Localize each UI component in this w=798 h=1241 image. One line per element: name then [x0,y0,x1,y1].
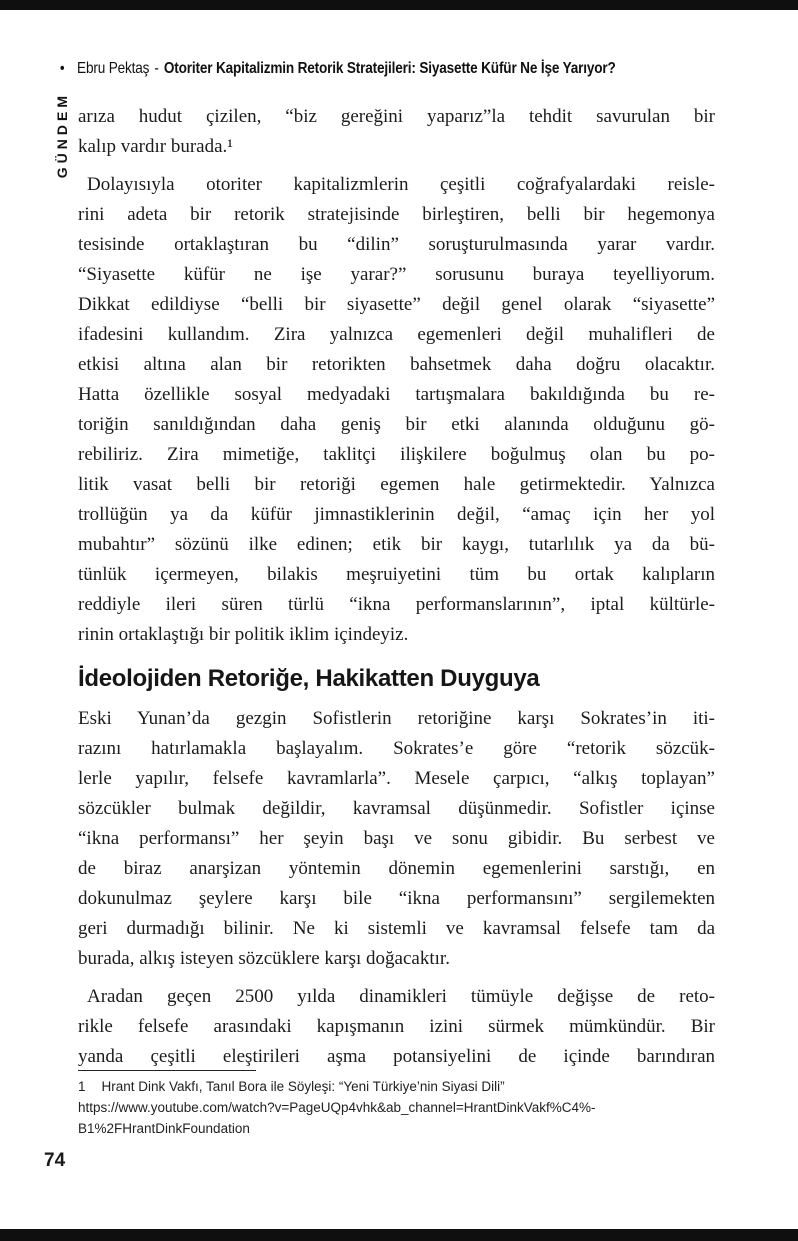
body-paragraph [78,170,715,650]
text-line: Hatta özellikle sosyal medyadaki tartışmalara bakıldığında bu re- [78,384,715,405]
footnote-url-line-1: https://www.youtube.com/watch?v=PageUQp4vhk&ab_channel=HrantDinkVakf%C4%- [78,1100,596,1115]
footnote-divider [78,1070,256,1071]
header-author: Ebru Pektaş [77,60,150,77]
text-line: “Siyasette küfür ne işe yarar?” sorusunu buraya teyelliyorum. [78,264,715,285]
text-line: tesisinde ortaklaştıran bu “dilin” soruşturulmasında yarar vardır. [78,234,715,255]
text-line: Dikkat edildiyse “belli bir siyasette” değil genel olarak “siyasette” [78,294,715,315]
section-label-vertical: GÜNDEM [54,92,70,179]
bottom-border-bar [0,1229,798,1241]
body-paragraph [78,982,715,1072]
text-line: arıza hudut çizilen, “biz gereğini yaparız”la tehdit savurulan bir [78,106,715,127]
text-line: trollüğün ya da küfür jimnastiklerinin değil, “amaç için her yol [78,504,715,525]
header-separator: - [154,60,159,77]
text-line: geri durmadığı bilinir. Ne ki sistemli ve kavramsal felsefe tam da [78,918,715,939]
text-line: Eski Yunan’da gezgin Sofistlerin retoriğine karşı Sokrates’in iti- [78,708,715,729]
text-line: dokunulmaz şeylere karşı bile “ikna performansını” sergilemekten [78,888,715,909]
text-line: reddiyle ileri süren türlü “ikna performanslarının”, iptal kültürle- [78,594,715,615]
text-line: mubahtır” sözünü ilke edinen; etik bir kaygı, tutarlılık ya da bü- [78,534,715,555]
text-line: burada, alkış isteyen sözcüklere karşı doğacaktır. [78,948,450,969]
header-bullet-icon: • [60,60,65,77]
text-line: toriğin sanıldığından daha geniş bir etki alanında olduğunu gö- [78,414,715,435]
footnote-reference [78,1076,715,1097]
article-body [78,102,715,1080]
running-header [60,60,786,78]
text-line: yanda çeşitli eleştirileri aşma potansiyelini de içinde barındıran [78,1046,715,1067]
header-article-title: Otoriter Kapitalizmin Retorik Stratejileri: Siyasette Küfür Ne İşe Yarıyor? [163,60,616,77]
text-line: tünlük içermeyen, bilakis meşruiyetini tüm bu ortak kalıpların [78,564,715,585]
text-line: lerle yapılır, felsefe kavramlarla”. Mesele çarpıcı, “alkış toplayan” [78,768,715,789]
text-line: ifadesini kullandım. Zira yalnızca egemenleri değil muhalifleri de [78,324,715,345]
section-heading: İdeolojiden Retoriğe, Hakikatten Duyguya [78,665,540,692]
top-border-bar [0,0,798,10]
text-line: etkisi altına alan bir retorikten bahsetmek daha doğru olacaktır. [78,354,715,375]
text-line: litik vasat belli bir retoriği egemen hale getirmektedir. Yalnızca [78,474,715,495]
body-paragraph [78,704,715,974]
footnote-url-line-2: B1%2FHrantDinkFoundation [78,1121,250,1136]
page-number: 74 [44,1150,66,1171]
text-line: rini adeta bir retorik stratejisinde birleştiren, belli bir hegemonya [78,204,715,225]
text-line: de biraz anarşizan yöntemin dönemin egemenlerini sarstığı, en [78,858,715,879]
text-line: rikle felsefe arasındaki kapışmanın izini sürmek mümkündür. Bir [78,1016,715,1037]
text-line: rebiliriz. Zira mimetiğe, taklitçi ilişkilere boğulmuş olan bu po- [78,444,715,465]
body-paragraph [78,102,715,162]
text-line: kalıp vardır burada.¹ [78,136,233,157]
text-line: razını hatırlamakla başlayalım. Sokrates’e göre “retorik sözcük- [78,738,715,759]
text-line: Aradan geçen 2500 yılda dinamikleri tümüyle değişse de reto- [87,986,715,1007]
footnote-marker: 1 [78,1079,86,1094]
text-line: sözcükler bulmak değildir, kavramsal düşünmedir. Sofistler içinse [78,798,715,819]
text-line: “ikna performansı” her şeyin başı ve sonu gibidir. Bu serbest ve [78,828,715,849]
text-line: Dolayısıyla otoriter kapitalizmlerin çeşitli coğrafyalardaki reisle- [87,174,715,195]
footnote-text: Hrant Dink Vakfı, Tanıl Bora ile Söyleşi: “Yeni Türkiye’nin Siyasi Dili” [101,1079,505,1094]
text-line: rinin ortaklaştığı bir politik iklim içindeyiz. [78,624,409,645]
footnote [78,1070,715,1139]
